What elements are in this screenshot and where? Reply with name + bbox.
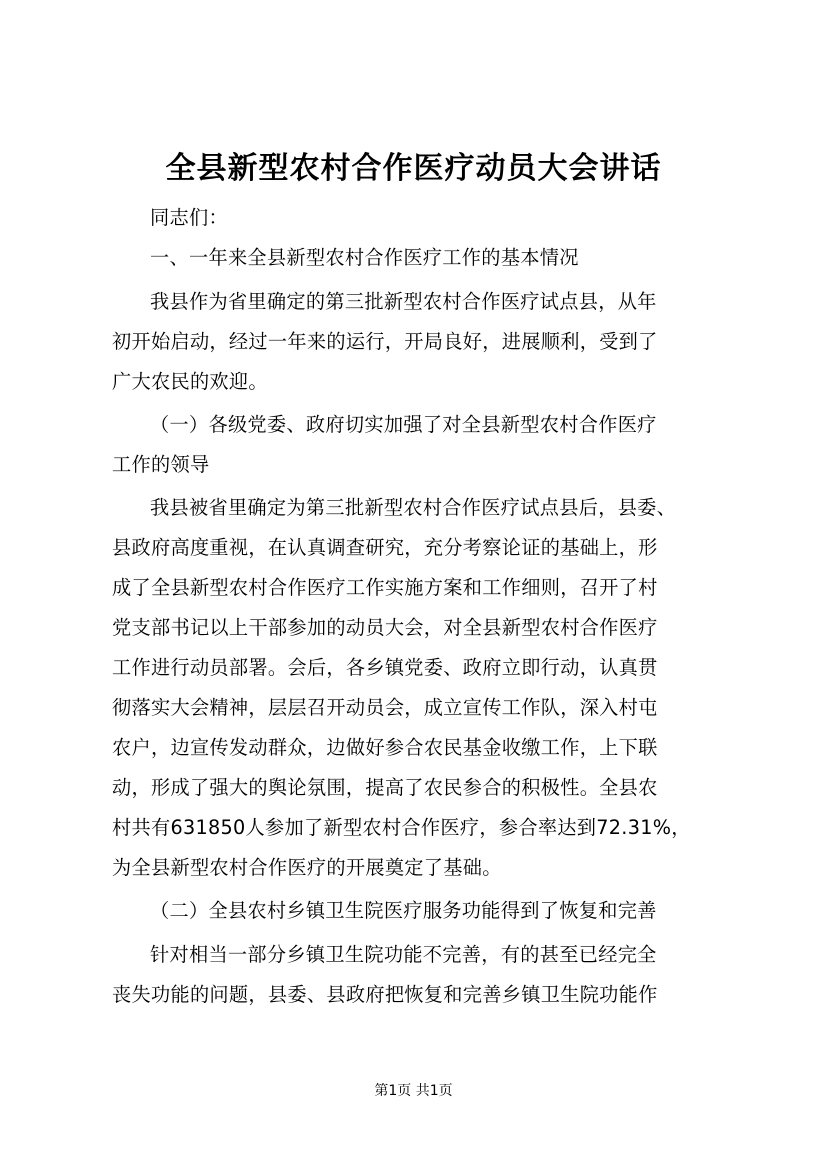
salutation: 同志们： xyxy=(150,206,228,229)
page-footer: 第1页 共1页 xyxy=(374,1083,453,1099)
section-heading: 一、一年来全县新型农村合作医疗工作的基本情况 xyxy=(150,246,579,269)
paragraph-line: 县政府高度重视，在认真调查研究，充分考察论证的基础上，形 xyxy=(112,536,658,559)
paragraph-line: 我县被省里确定为第三批新型农村合作医疗试点县后，县委、 xyxy=(150,496,677,519)
paragraph-line: 初开始启动，经过一年来的运行，开局良好，进展顺利，受到了 xyxy=(112,330,658,353)
paragraph-line: 党支部书记以上干部参加的动员大会，对全县新型农村合作医疗 xyxy=(112,616,658,639)
paragraph-line: 彻落实大会精神，层层召开动员会，成立宣传工作队，深入村屯 xyxy=(112,696,658,719)
paragraph-line: 广大农民的欢迎。 xyxy=(112,370,268,393)
subsection-heading: （二）全县农村乡镇卫生院医疗服务功能得到了恢复和完善 xyxy=(150,899,657,922)
paragraph-line: 动，形成了强大的舆论氛围，提高了农民参合的积极性。全县农 xyxy=(112,776,658,799)
paragraph-line: 村共有631850人参加了新型农村合作医疗，参合率达到72.31%， xyxy=(112,816,691,839)
document-title: 全县新型农村合作医疗动员大会讲话 xyxy=(165,151,662,186)
paragraph-line: 针对相当一部分乡镇卫生院功能不完善，有的甚至已经完全 xyxy=(150,943,657,966)
subsection-heading-cont: 工作的领导 xyxy=(112,453,210,476)
paragraph-line: 农户，边宣传发动群众，边做好参合农民基金收缴工作，上下联 xyxy=(112,736,658,759)
paragraph-line: 为全县新型农村合作医疗的开展奠定了基础。 xyxy=(112,856,502,879)
paragraph-line: 成了全县新型农村合作医疗工作实施方案和工作细则，召开了村 xyxy=(112,576,658,599)
paragraph-line: 丧失功能的问题，县委、县政府把恢复和完善乡镇卫生院功能作 xyxy=(112,983,658,1006)
subsection-heading: （一）各级党委、政府切实加强了对全县新型农村合作医疗 xyxy=(150,413,657,436)
paragraph-line: 我县作为省里确定的第三批新型农村合作医疗试点县，从年 xyxy=(150,290,657,313)
paragraph-line: 工作进行动员部署。会后，各乡镇党委、政府立即行动，认真贯 xyxy=(112,656,658,679)
